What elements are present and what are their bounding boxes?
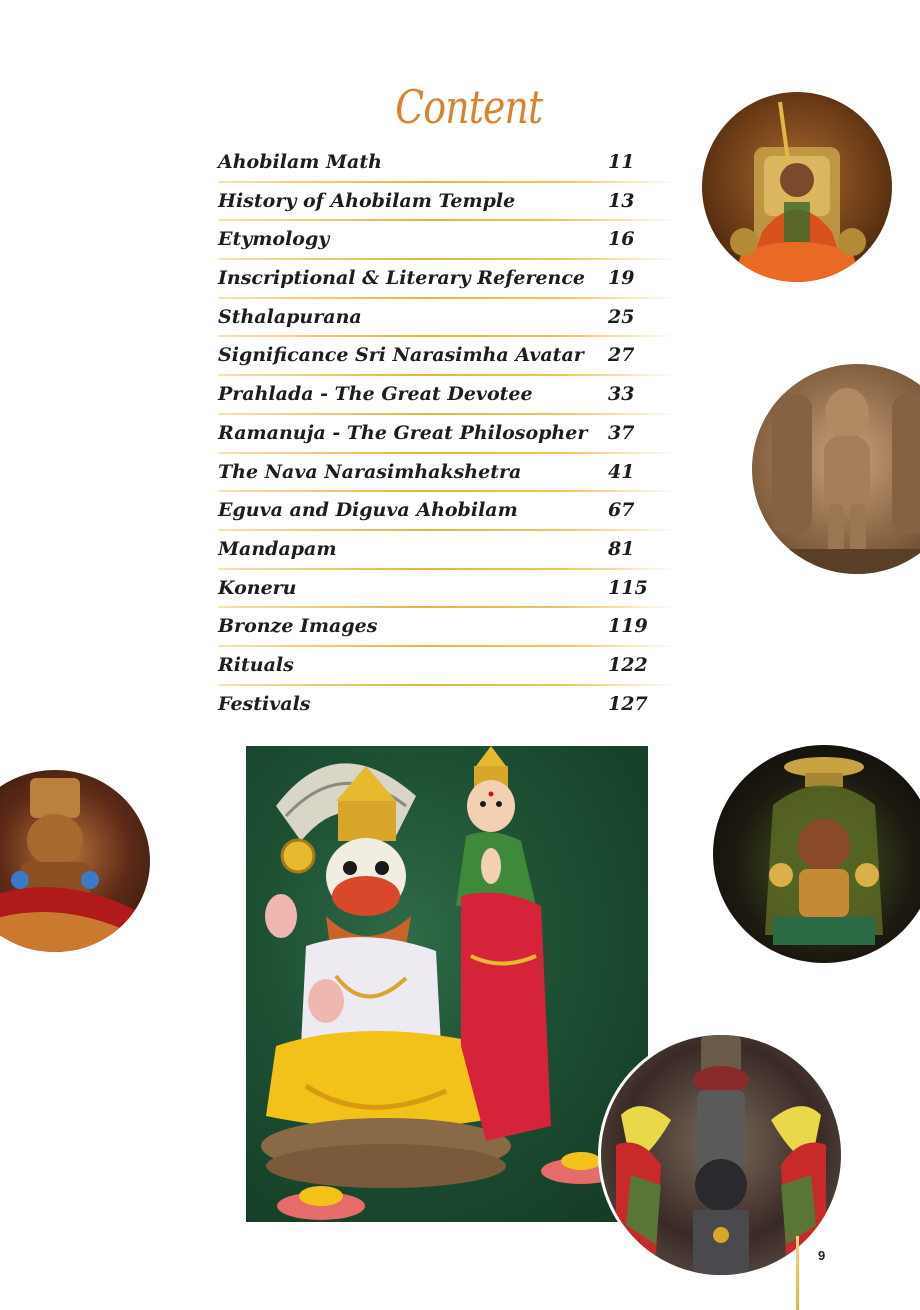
toc-entry-page: 67 [608, 499, 635, 522]
toc-entry-title: Sthalapurana [218, 305, 362, 328]
toc-entry-title: Prahlada - The Great Devotee [218, 383, 533, 406]
toc-entry[interactable] [218, 454, 678, 493]
toc-entry-title: Etymology [218, 228, 330, 251]
toc-entry[interactable] [218, 686, 678, 725]
toc-entry-page: 41 [608, 460, 635, 483]
toc-entry[interactable] [218, 608, 678, 647]
toc-entry[interactable] [218, 221, 678, 260]
toc-entry-page: 37 [608, 421, 635, 444]
toc-entry-page: 119 [608, 615, 648, 638]
page-number: 9 [818, 1248, 826, 1263]
toc-entry-title: Ahobilam Math [218, 151, 382, 173]
table-of-contents [218, 144, 678, 724]
page-number-rule [796, 1236, 799, 1310]
toc-entry-title: Festivals [218, 692, 311, 715]
toc-entry-page: 27 [608, 344, 635, 367]
toc-entry-title: Eguva and Diguva Ahobilam [218, 499, 518, 522]
toc-entry-page: 25 [608, 305, 635, 328]
toc-entry-title: Mandapam [218, 537, 337, 560]
toc-entry-page: 122 [608, 653, 648, 676]
stone-relief-photo [752, 364, 920, 574]
toc-entry-page: 16 [608, 228, 635, 251]
seer-photo [702, 92, 892, 282]
toc-entry[interactable] [218, 260, 678, 299]
toc-entry-title: Inscriptional & Literary Reference [218, 267, 586, 290]
toc-entry-title: Bronze Images [218, 615, 378, 638]
toc-entry-page: 33 [608, 383, 635, 406]
toc-entry-title: History of Ahobilam Temple [218, 189, 516, 212]
page-title: Content [395, 80, 543, 134]
toc-entry-title: Koneru [218, 576, 297, 599]
toc-entry-page: 115 [608, 576, 648, 599]
toc-entry[interactable] [218, 531, 678, 570]
toc-entry-page: 19 [608, 267, 635, 290]
toc-entry-title: Significance Sri Narasimha Avatar [218, 344, 584, 367]
toc-entry-page: 11 [608, 151, 635, 173]
narasimha-lakshmi-painting [246, 746, 648, 1222]
bronze-idol-photo [0, 770, 150, 952]
toc-entry-title: Rituals [218, 653, 294, 676]
toc-entry[interactable] [218, 299, 678, 338]
toc-entry[interactable] [218, 415, 678, 454]
toc-entry[interactable] [218, 570, 678, 609]
toc-entry-title: The Nava Narasimhakshetra [218, 460, 522, 483]
toc-entry[interactable] [218, 144, 678, 183]
toc-entry[interactable] [218, 337, 678, 376]
garlanded-deity-photo [598, 1032, 844, 1278]
toc-entry-page: 127 [608, 692, 648, 715]
toc-entry[interactable] [218, 647, 678, 686]
toc-entry-page: 81 [608, 537, 635, 560]
toc-entry[interactable] [218, 183, 678, 222]
toc-entry[interactable] [218, 492, 678, 531]
temple-deity-photo [713, 745, 920, 963]
toc-entry[interactable] [218, 376, 678, 415]
toc-entry-title: Ramanuja - The Great Philosopher [218, 421, 588, 444]
toc-entry-page: 13 [608, 189, 635, 212]
